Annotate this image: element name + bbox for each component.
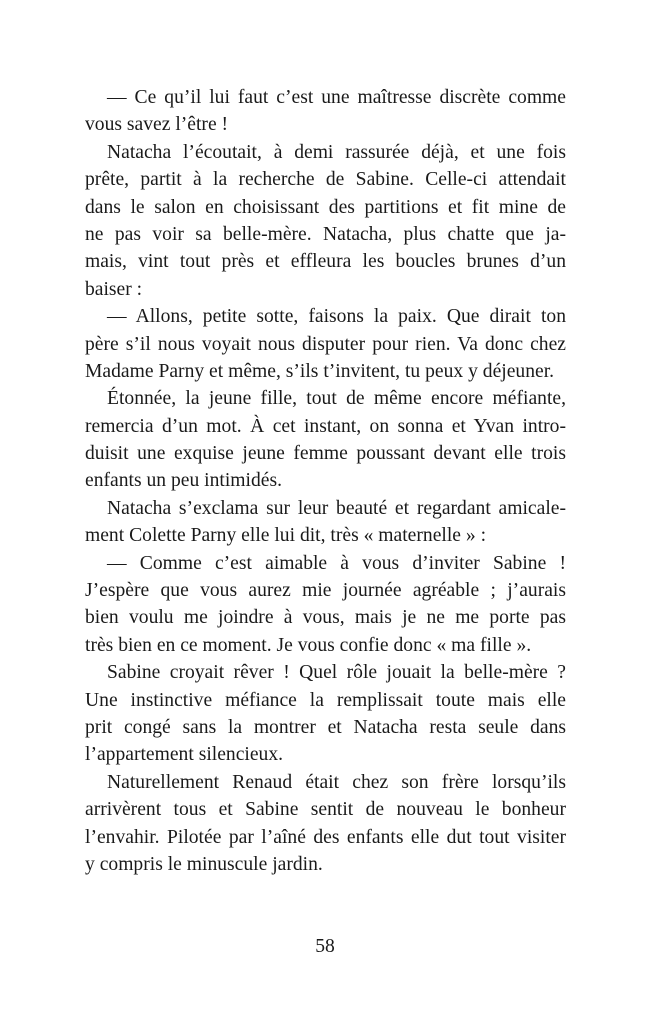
text-line: ment Colette Parny elle lui dit, très « maternelle » : [85,525,487,547]
text-line: l’appartement silencieux. [85,744,284,766]
text-line: y compris le minuscule jardin. [85,853,323,875]
text-line: enfants un peu intimidés. [85,470,282,492]
page-number: 58 [315,936,335,957]
text-line: Natacha l’écoutait, à demi rassurée déjà, et une fois [107,141,566,163]
text-line: l’envahir. Pilotée par l’aîné des enfants elle dut tout visiter [85,826,566,848]
text-line: remercia d’un mot. À cet instant, on sonna et Yvan intro- [85,415,566,437]
text-line: père s’il nous voyait nous disputer pour rien. Va donc chez [85,333,566,355]
text-line: Madame Parny et même, s’ils t’invitent, tu peux y déjeuner. [85,360,555,382]
text-line: duisit une exquise jeune femme poussant devant elle trois [85,443,566,465]
text-line: dans le salon en choisissant des partitions et fit mine de [85,196,566,218]
paragraph [85,550,566,660]
paragraph [85,139,566,303]
text-line: — Allons, petite sotte, faisons la paix. Que dirait ton [107,306,566,328]
paragraph [85,303,566,385]
text-line: Natacha s’exclama sur leur beauté et regardant amicale- [107,497,566,519]
text-line: mais, vint tout près et effleura les boucles brunes d’un [85,251,566,273]
text-line: vous savez l’être ! [85,114,229,136]
text-line: prête, partit à la recherche de Sabine. Celle-ci attendait [85,169,566,191]
text-line: ne pas voir sa belle-mère. Natacha, plus chatte que ja- [85,223,566,245]
paragraph [85,84,566,139]
text-line: Naturellement Renaud était chez son frère lorsqu’ils [107,771,566,793]
text-line: — Comme c’est aimable à vous d’inviter Sabine ! [107,552,566,574]
paragraph [85,495,566,550]
paragraph [85,659,566,769]
text-line: baiser : [85,278,143,300]
text-line: — Ce qu’il lui faut c’est une maîtresse discrète comme [107,87,566,108]
paragraph [85,385,566,495]
text-line: prit congé sans la montrer et Natacha resta seule dans [85,716,566,738]
text-line: J’espère que vous aurez mie journée agréable ; j’aurais [85,580,566,602]
paragraph [85,769,566,879]
text-line: Une instinctive méfiance la remplissait toute mais elle [85,689,566,711]
text-line: très bien en ce moment. Je vous confie donc « ma fille ». [85,634,532,656]
text-line: Étonnée, la jeune fille, tout de même encore méfiante, [107,388,566,410]
text-line: arrivèrent tous et Sabine sentit de nouveau le bonheur [85,799,566,821]
body-text [85,84,566,878]
text-line: Sabine croyait rêver ! Quel rôle jouait la belle-mère ? [107,662,566,684]
text-line: bien voulu me joindre à vous, mais je ne me porte pas [85,607,566,629]
